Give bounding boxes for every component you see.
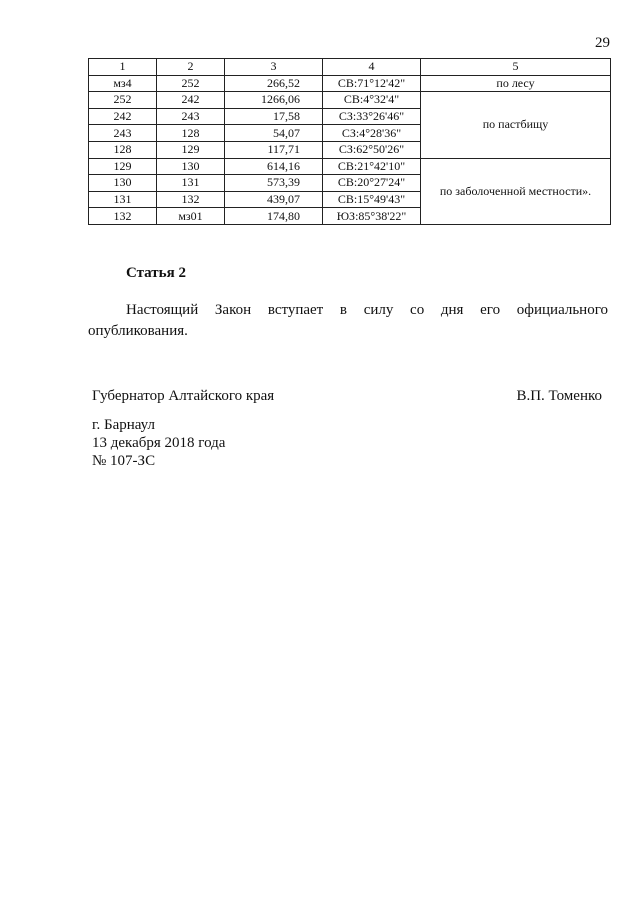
governor-name: В.П. Томенко: [516, 388, 602, 404]
cell-bearing: СЗ:62°50'26": [323, 141, 421, 158]
cell-from: 242: [89, 108, 157, 125]
column-header: 1: [89, 59, 157, 76]
cell-from: 129: [89, 158, 157, 175]
signature-block: [92, 416, 225, 470]
table-row: [89, 92, 611, 109]
cell-bearing: СВ:71°12'42": [323, 75, 421, 92]
cell-description: по заболоченной местности».: [421, 158, 611, 224]
cell-length: 266,52: [225, 75, 323, 92]
cell-length: 614,16: [225, 158, 323, 175]
cell-from: 130: [89, 175, 157, 192]
cell-from: 132: [89, 208, 157, 225]
cell-bearing: СЗ:4°28'36": [323, 125, 421, 142]
cell-bearing: СЗ:33°26'46": [323, 108, 421, 125]
article-text: Настоящий Закон вступает в силу со дня его официального опубликования.: [88, 302, 608, 339]
cell-to: 130: [157, 158, 225, 175]
table-row: [89, 158, 611, 175]
cell-length: 1266,06: [225, 92, 323, 109]
cell-description: по лесу: [421, 75, 611, 92]
cell-to: 252: [157, 75, 225, 92]
cell-to: 132: [157, 191, 225, 208]
governor-title: Губернатор Алтайского края: [92, 388, 275, 404]
cell-to: мз01: [157, 208, 225, 225]
cell-bearing: СВ:4°32'4": [323, 92, 421, 109]
cell-from: 128: [89, 141, 157, 158]
cell-length: 54,07: [225, 125, 323, 142]
column-header: 3: [225, 59, 323, 76]
cell-to: 243: [157, 108, 225, 125]
cell-to: 131: [157, 175, 225, 192]
cell-from: 252: [89, 92, 157, 109]
table-header-row: [89, 59, 611, 76]
cell-from: мз4: [89, 75, 157, 92]
page-number: 29: [595, 35, 610, 51]
column-header: 5: [421, 59, 611, 76]
cell-bearing: ЮЗ:85°38'22": [323, 208, 421, 225]
cell-length: 573,39: [225, 175, 323, 192]
cell-to: 242: [157, 92, 225, 109]
cell-from: 243: [89, 125, 157, 142]
article-heading: Статья 2: [126, 265, 186, 281]
cell-to: 129: [157, 141, 225, 158]
column-header: 2: [157, 59, 225, 76]
cell-description: по пастбищу: [421, 92, 611, 158]
cell-length: 117,71: [225, 141, 323, 158]
cell-length: 17,58: [225, 108, 323, 125]
cell-bearing: СВ:20°27'24": [323, 175, 421, 192]
signing-city: г. Барнаул: [92, 417, 155, 433]
table-row: [89, 75, 611, 92]
cell-bearing: СВ:15°49'43": [323, 191, 421, 208]
signing-date: 13 декабря 2018 года: [92, 435, 226, 451]
cell-from: 131: [89, 191, 157, 208]
cell-to: 128: [157, 125, 225, 142]
cell-length: 439,07: [225, 191, 323, 208]
law-number: № 107-ЗС: [92, 453, 156, 469]
boundary-table: [88, 58, 611, 225]
column-header: 4: [323, 59, 421, 76]
cell-bearing: СВ:21°42'10": [323, 158, 421, 175]
cell-length: 174,80: [225, 208, 323, 225]
